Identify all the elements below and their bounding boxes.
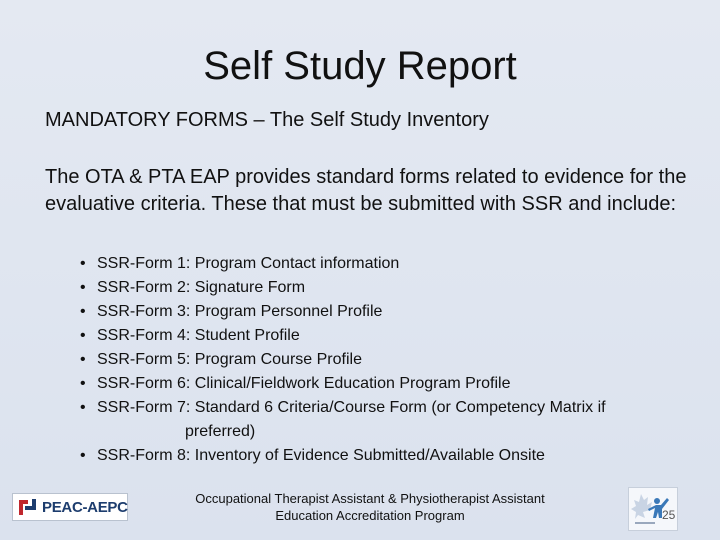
peac-aepc-logo <box>12 493 128 521</box>
bullet-icon: • <box>80 375 86 392</box>
bullet-icon: • <box>80 255 86 272</box>
intro-paragraph: The OTA & PTA EAP provides standard forms related to evidence for the evaluative criteria. These that must be submitted with SSR and include: <box>45 166 687 215</box>
slide-subtitle: MANDATORY FORMS – The Self Study Inventory <box>45 109 489 131</box>
form-list-item <box>80 276 700 300</box>
bullet-icon: • <box>80 327 86 344</box>
form-item-text: SSR-Form 4: Student Profile <box>97 327 300 344</box>
form-item-text: SSR-Form 8: Inventory of Evidence Submitted/Available Onsite <box>97 447 545 464</box>
footer <box>170 490 570 524</box>
form-item-text: SSR-Form 7: Standard 6 Criteria/Course Form (or Competency Matrix if <box>97 399 606 416</box>
form-list-item <box>80 324 700 348</box>
form-item-text: SSR-Form 2: Signature Form <box>97 279 306 296</box>
page-number: 25 <box>662 508 676 522</box>
peac-logo-icon <box>17 497 39 517</box>
form-list-item <box>80 252 700 276</box>
bullet-icon: • <box>80 351 86 368</box>
form-item-text: SSR-Form 5: Program Course Profile <box>97 351 362 368</box>
form-list-item <box>80 444 700 468</box>
form-item-continuation: preferred) <box>185 423 256 440</box>
footer-line-2: Education Accreditation Program <box>275 508 465 523</box>
form-item-text: SSR-Form 3: Program Personnel Profile <box>97 303 383 320</box>
forms-list <box>80 252 700 468</box>
footer-line-1: Occupational Therapist Assistant & Physiotherapist Assistant <box>195 491 545 506</box>
bullet-icon: • <box>80 447 86 464</box>
form-list-item <box>80 348 700 372</box>
form-list-item <box>80 300 700 324</box>
bullet-icon: • <box>80 303 86 320</box>
logo-text: PEAC-AEPC <box>42 498 128 516</box>
form-list-item <box>80 372 700 396</box>
form-list-item <box>80 396 700 444</box>
bullet-icon: • <box>80 399 86 416</box>
slide-title: Self Study Report <box>203 44 517 88</box>
bullet-icon: • <box>80 279 86 296</box>
form-item-text: SSR-Form 1: Program Contact information <box>97 255 400 272</box>
form-item-text: SSR-Form 6: Clinical/Fieldwork Education Program Profile <box>97 375 511 392</box>
